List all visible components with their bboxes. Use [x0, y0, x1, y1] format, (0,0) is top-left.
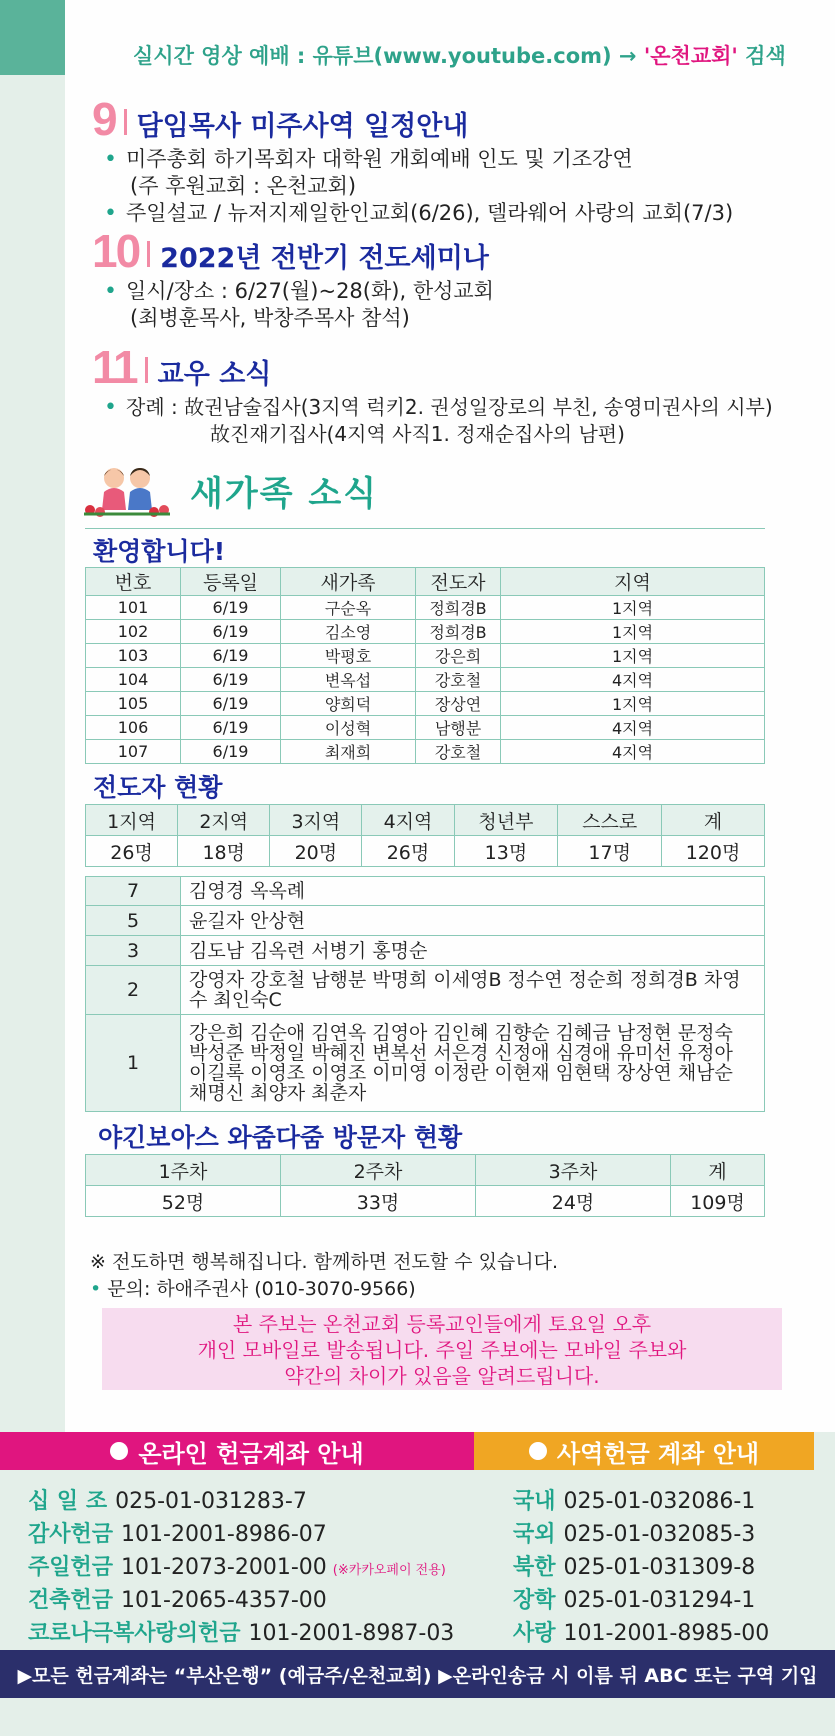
- section-10: [92, 224, 494, 332]
- table-row: 102 6/19 김소영 정희경B 1지역: [86, 620, 765, 644]
- banner-suffix: 검색: [737, 44, 786, 68]
- section-title: 교우 소식: [157, 359, 272, 390]
- ministry-account-row: 장학 025-01-031294-1: [513, 1588, 756, 1613]
- table-row: 5 윤길자 안상현: [86, 906, 765, 936]
- section-number: 10: [92, 225, 140, 277]
- table-row: 1 강은희 김순애 김연옥 김영아 김인혜 김향순 김혜금 남정현 문정숙 박성준 박정일 박혜진 변복선 서은경 신정애 심경애 유미선 유정아 이길록 이영조 이영조 이미영 이정란 이현재 임현택 장상연 채남순 채명신 최양자 최춘자: [86, 1015, 765, 1112]
- new-family-header: [82, 462, 378, 518]
- online-accounts-header: 온라인 헌금계좌 안내: [0, 1432, 474, 1470]
- table-row: 52명 33명 24명 109명: [86, 1186, 765, 1217]
- divider: [147, 241, 150, 267]
- table-row: 7 김영경 옥옥례: [86, 877, 765, 906]
- column-header: 새가족: [281, 568, 416, 596]
- evangelist-status-table: [85, 804, 765, 867]
- column-header: 등록일: [181, 568, 281, 596]
- live-worship-banner: [133, 40, 786, 70]
- list-item: • 미주총회 하기목회자 대학원 개회예배 인도 및 기조강연: [104, 147, 633, 172]
- column-header: 지역: [501, 568, 765, 596]
- ministry-account-row: 국외 025-01-032085-3: [513, 1522, 756, 1547]
- evangelists-title: 전도자 현황: [93, 773, 223, 802]
- mobile-notice: 본 주보는 온천교회 등록교인들에게 토요일 오후 개인 모바일로 발송됩니다. 주일 주보에는 모바일 주보와 약간의 차이가 있음을 알려드립니다.: [102, 1308, 782, 1390]
- divider: [85, 528, 765, 529]
- column-header: 전도자: [416, 568, 501, 596]
- bullet-circle-icon: [529, 1442, 547, 1460]
- couple-illustration-icon: [82, 462, 172, 518]
- table-row: 107 6/19 최재희 강호철 4지역: [86, 740, 765, 764]
- banner-highlight: '온천교회': [643, 44, 738, 68]
- visitors-title: 야긴보아스 와줌다줌 방문자 현황: [98, 1123, 463, 1152]
- list-item: • 일시/장소 : 6/27(월)~28(화), 한성교회: [104, 279, 494, 304]
- list-item-cont: (주 후원교회 : 온천교회): [130, 174, 357, 198]
- ministry-account-row: 북한 025-01-031309-8: [513, 1555, 756, 1580]
- evangelist-list-table: [85, 876, 765, 1112]
- welcome-title: 환영합니다!: [93, 537, 226, 566]
- ministry-account-row: 사랑 101-2001-8985-00: [513, 1621, 770, 1646]
- table-row: 106 6/19 이성혁 남행분 4지역: [86, 716, 765, 740]
- list-item: • 주일설교 / 뉴저지제일한인교회(6/26), 델라웨어 사랑의 교회(7/3): [104, 201, 734, 226]
- new-family-title: 새가족 소식: [190, 473, 379, 514]
- account-row: 주일헌금 101-2073-2001-00 (※카카오페이 전용): [28, 1555, 446, 1580]
- account-row: 코로나극복사랑의헌금 101-2001-8987-03: [28, 1621, 455, 1646]
- table-row: 104 6/19 변옥섭 강호철 4지역: [86, 668, 765, 692]
- list-item-cont: (최병훈목사, 박창주목사 참석): [130, 306, 410, 330]
- list-item: • 장례 : 故권남술집사(3지역 럭키2. 권성일장로의 부친, 송영미권사의 시부): [104, 395, 773, 420]
- table-row: 2 강영자 강호철 남행분 박명희 이세영B 정수연 정순희 정희경B 차영수 최인숙C: [86, 966, 765, 1015]
- section-title: 2022년 전반기 전도세미나: [160, 243, 489, 274]
- divider: [124, 109, 127, 135]
- table-header-row: [86, 568, 765, 596]
- new-family-table: [85, 567, 765, 764]
- section-title: 담임목사 미주사역 일정안내: [136, 111, 469, 142]
- table-header-row: 1지역 2지역 3지역 4지역 청년부 스스로 계: [86, 805, 765, 836]
- column-header: 번호: [86, 568, 181, 596]
- divider: [145, 357, 148, 383]
- contact-note: • 문의: 하애주권사 (010-3070-9566): [90, 1278, 416, 1300]
- table-row: 3 김도남 김옥련 서병기 홍명순: [86, 936, 765, 966]
- banner-text: 실시간 영상 예배 : 유튜브(www.youtube.com) →: [133, 44, 644, 68]
- table-header-row: 1주차 2주차 3주차 계: [86, 1155, 765, 1186]
- account-row: 건축헌금 101-2065-4357-00: [28, 1588, 327, 1613]
- section-number: 11: [92, 341, 137, 393]
- list-item-cont: 故진재기집사(4지역 사직1. 정재순집사의 남편): [210, 422, 625, 446]
- visitor-status-table: [85, 1154, 765, 1217]
- footer-notice: ▶모든 헌금계좌는 “부산은행” (예금주/온천교회) ▶온라인송금 시 이름 뒤 ABC 또는 구역 기입: [0, 1650, 835, 1698]
- table-row: 101 6/19 구순옥 정희경B 1지역: [86, 596, 765, 620]
- table-row: 105 6/19 양희덕 장상연 1지역: [86, 692, 765, 716]
- ministry-account-row: 국내 025-01-032086-1: [513, 1489, 756, 1514]
- section-9: [92, 92, 733, 227]
- section-number: 9: [92, 93, 116, 145]
- account-row: 감사헌금 101-2001-8986-07: [28, 1522, 327, 1547]
- table-row: 26명 18명 20명 26명 13명 17명 120명: [86, 836, 765, 867]
- table-row: 103 6/19 박평호 강은희 1지역: [86, 644, 765, 668]
- evangelism-note: ※ 전도하면 행복해집니다. 함께하면 전도할 수 있습니다.: [90, 1251, 559, 1273]
- bullet-circle-icon: [110, 1442, 128, 1460]
- ministry-accounts-header: 사역헌금 계좌 안내: [474, 1432, 814, 1470]
- section-11: [92, 340, 773, 448]
- account-row: 십 일 조 025-01-031283-7: [28, 1489, 307, 1514]
